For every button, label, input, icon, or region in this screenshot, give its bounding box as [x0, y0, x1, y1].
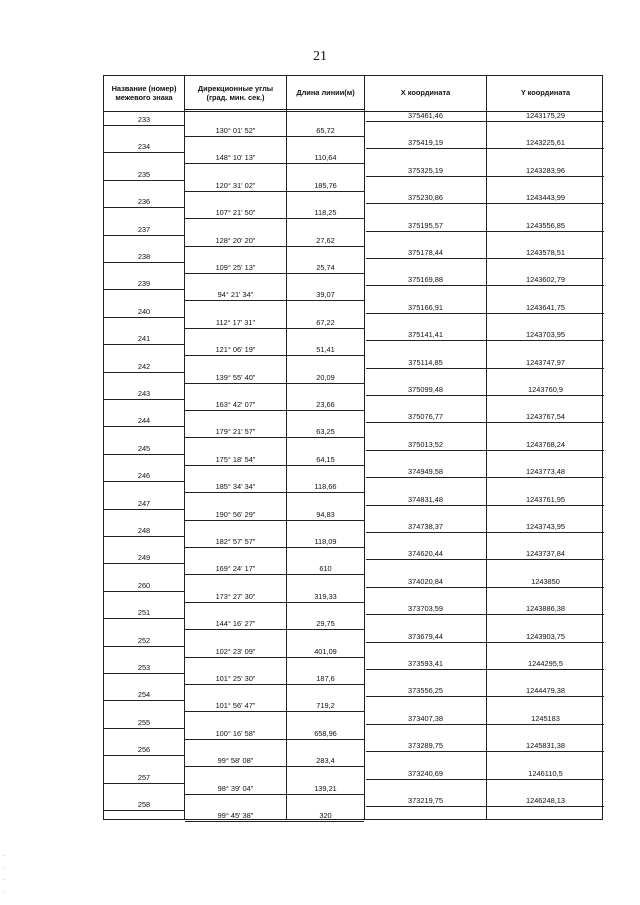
row-rule: [366, 477, 604, 478]
y-coordinate: 1243768,24: [525, 439, 566, 449]
line-length: 319,33: [314, 591, 337, 601]
point-name: 258: [137, 800, 151, 809]
line-length: 118,66: [314, 482, 337, 492]
row-rule: [185, 657, 364, 658]
y-coordinate: 1243602,79: [525, 275, 566, 285]
row-rule: [185, 300, 364, 301]
table-body: [104, 112, 602, 819]
y-coordinate: 1243850: [531, 576, 560, 586]
point-name: 255: [137, 717, 151, 727]
row-rule: [104, 646, 184, 647]
point-name: 248: [137, 526, 151, 535]
point-name: 245: [137, 443, 151, 453]
y-coordinate: 1243767,54: [525, 412, 566, 422]
row-rule: [366, 121, 604, 122]
direction-angle: 139° 55' 40": [215, 372, 256, 382]
x-coordinate: 375076,77: [408, 412, 443, 422]
point-name: 260: [137, 580, 151, 590]
y-coordinate: 1246110,5: [528, 768, 563, 778]
x-coordinate: 375325,19: [408, 165, 443, 175]
row-rule: [185, 629, 364, 630]
point-name: 239: [137, 279, 151, 289]
x-coordinate: 374949,58: [408, 467, 443, 477]
line-length: 658,96: [314, 728, 337, 738]
line-length: 39,07: [316, 290, 335, 300]
x-coordinate: 373219,75: [408, 796, 443, 805]
line-length: 110,64: [314, 153, 337, 163]
row-rule: [104, 180, 184, 181]
row-rule: [185, 191, 364, 192]
row-rule: [104, 563, 184, 564]
x-coordinate: 375166,91: [408, 302, 443, 312]
line-length: 27,62: [316, 235, 335, 245]
y-coordinate: 1243886,38: [525, 604, 566, 614]
coordinates-table: [103, 75, 603, 820]
row-rule: [104, 728, 184, 729]
header-angle: Дирекционные углы (град. мин. сек.): [197, 83, 274, 102]
line-length: 51,41: [316, 345, 335, 355]
line-length: 94,83: [316, 509, 335, 519]
row-rule: [104, 317, 184, 318]
line-length: 320: [319, 811, 332, 820]
row-rule: [366, 505, 604, 506]
row-rule: [185, 821, 364, 822]
point-name: 246: [137, 471, 151, 481]
row-rule: [366, 285, 604, 286]
line-length: 25,74: [316, 263, 335, 272]
row-rule: [185, 136, 364, 137]
y-coordinate: 1243747,97: [525, 357, 566, 367]
direction-angle: 185° 34' 34": [215, 482, 256, 492]
point-name: 251: [137, 608, 151, 618]
point-name: 235: [137, 169, 151, 179]
line-length: 118,25: [314, 208, 337, 218]
x-coordinate: 374738,37: [408, 522, 443, 531]
row-rule: [366, 696, 604, 697]
row-rule: [185, 163, 364, 164]
row-rule: [104, 536, 184, 537]
point-name: 254: [137, 690, 151, 700]
direction-angle: 109° 25' 13": [215, 263, 256, 272]
direction-angle: 173° 27' 30": [215, 591, 256, 601]
point-name: 247: [137, 498, 151, 508]
row-rule: [104, 783, 184, 784]
row-rule: [185, 383, 364, 384]
line-length: 401,09: [314, 646, 337, 656]
x-coordinate: 373407,38: [408, 713, 443, 723]
direction-angle: 190° 56' 29": [215, 509, 256, 519]
y-coordinate: 1243556,85: [525, 220, 566, 230]
row-rule: [185, 520, 364, 521]
x-coordinate: 375169,88: [408, 275, 443, 285]
row-rule: [185, 602, 364, 603]
y-coordinate: 1243175,29: [525, 111, 566, 120]
row-rule: [104, 372, 184, 373]
x-coordinate: 375013,52: [408, 439, 443, 449]
point-name: 237: [137, 224, 151, 234]
row-rule: [366, 779, 604, 780]
row-rule: [185, 109, 364, 110]
header-x: X координата: [400, 88, 451, 98]
direction-angle: 101° 25' 30": [215, 674, 256, 683]
line-length: 20,09: [316, 372, 335, 382]
row-rule: [366, 313, 604, 314]
row-rule: [104, 344, 184, 345]
row-rule: [104, 509, 184, 510]
line-length: 65,72: [316, 126, 335, 135]
point-name: 233: [137, 115, 151, 124]
row-rule: [366, 669, 604, 670]
point-name: 242: [137, 361, 151, 371]
row-rule: [104, 426, 184, 427]
row-rule: [366, 231, 604, 232]
row-rule: [185, 492, 364, 493]
header-y: Y координата: [520, 88, 571, 98]
row-rule: [104, 454, 184, 455]
margin-mark: ·: [3, 865, 5, 871]
direction-angle: 163° 42' 07": [215, 400, 256, 409]
row-rule: [185, 410, 364, 411]
row-rule: [185, 739, 364, 740]
y-coordinate: 1243283,96: [525, 165, 566, 175]
direction-angle: 101° 56' 47": [215, 701, 256, 711]
direction-angle: 144° 16' 27": [215, 619, 256, 629]
line-length: 283,4: [316, 756, 335, 766]
line-length: 139,21: [314, 783, 337, 793]
line-length: 185,76: [314, 180, 337, 190]
header-length: Длина линии(м): [296, 88, 355, 98]
margin-mark: ·: [3, 853, 5, 859]
row-rule: [104, 289, 184, 290]
x-coordinate: 373593,41: [408, 659, 443, 668]
x-coordinate: 375099,48: [408, 385, 443, 394]
point-name: 241: [137, 334, 151, 344]
row-rule: [104, 481, 184, 482]
y-coordinate: 1244479,38: [525, 686, 566, 696]
direction-angle: 130° 01' 52": [215, 126, 256, 135]
row-rule: [104, 618, 184, 619]
line-length: 29,75: [316, 619, 335, 629]
x-coordinate: 373289,75: [408, 741, 443, 751]
row-rule: [104, 399, 184, 400]
y-coordinate: 1245831,38: [525, 741, 566, 751]
y-coordinate: 1245183: [531, 713, 560, 723]
x-coordinate: 375419,19: [408, 138, 443, 148]
x-coordinate: 375141,41: [408, 330, 443, 340]
direction-angle: 148° 10' 13": [215, 153, 256, 163]
y-coordinate: 1243641,75: [525, 302, 566, 312]
row-rule: [104, 810, 184, 811]
row-rule: [104, 125, 184, 126]
y-coordinate: 1243578,51: [525, 248, 566, 257]
point-name: 238: [137, 252, 151, 261]
point-name: 236: [137, 197, 151, 207]
row-rule: [104, 235, 184, 236]
row-rule: [366, 368, 604, 369]
row-rule: [185, 355, 364, 356]
direction-angle: 182° 57' 57": [215, 537, 256, 546]
x-coordinate: 373556,25: [408, 686, 443, 696]
x-coordinate: 374620,44: [408, 549, 443, 559]
point-name: 240: [137, 306, 151, 316]
y-coordinate: 1243761,95: [525, 494, 566, 504]
row-rule: [366, 806, 604, 807]
row-rule: [104, 591, 184, 592]
point-name: 257: [137, 772, 151, 782]
direction-angle: 102° 23' 09": [215, 646, 256, 656]
line-length: 63,25: [316, 427, 335, 437]
line-length: 187,6: [316, 674, 335, 683]
y-coordinate: 1243225,61: [525, 138, 566, 148]
line-length: 118,09: [314, 537, 337, 546]
row-rule: [185, 218, 364, 219]
row-rule: [366, 450, 604, 451]
row-rule: [185, 547, 364, 548]
x-coordinate: 374020,84: [408, 576, 443, 586]
row-rule: [366, 614, 604, 615]
row-rule: [366, 559, 604, 560]
line-length: 610: [319, 564, 332, 574]
direction-angle: 179° 21' 57": [215, 427, 256, 437]
row-rule: [185, 328, 364, 329]
margin-mark: ·: [3, 877, 5, 883]
row-rule: [366, 340, 604, 341]
row-rule: [104, 755, 184, 756]
point-name: 249: [137, 553, 151, 563]
row-rule: [366, 422, 604, 423]
header-name: Название (номер) межевого знака: [111, 83, 177, 102]
direction-angle: 120° 31' 02": [215, 180, 256, 190]
x-coordinate: 375195,57: [408, 220, 443, 230]
y-coordinate: 1246248,13: [525, 796, 566, 805]
direction-angle: 175° 18' 54": [215, 454, 256, 464]
row-rule: [366, 642, 604, 643]
row-rule: [104, 700, 184, 701]
point-name: 243: [137, 389, 151, 398]
direction-angle: 99° 45' 38": [217, 811, 254, 820]
x-coordinate: 373240,69: [408, 768, 443, 778]
direction-angle: 121° 06' 19": [215, 345, 256, 355]
row-rule: [366, 258, 604, 259]
x-coordinate: 375461,46: [408, 111, 443, 120]
row-rule: [185, 246, 364, 247]
row-rule: [185, 273, 364, 274]
row-rule: [185, 437, 364, 438]
direction-angle: 112° 17' 31": [215, 317, 256, 327]
line-length: 23,66: [316, 400, 335, 409]
row-rule: [104, 673, 184, 674]
x-coordinate: 375114,85: [408, 357, 443, 367]
row-rule: [366, 395, 604, 396]
y-coordinate: 1243703,95: [525, 330, 566, 340]
row-rule: [104, 152, 184, 153]
direction-angle: 99° 58' 08": [217, 756, 254, 766]
row-rule: [104, 207, 184, 208]
y-coordinate: 1243737,84: [525, 549, 566, 559]
margin-mark: ·: [3, 889, 5, 895]
row-rule: [366, 587, 604, 588]
x-coordinate: 373703,59: [408, 604, 443, 614]
row-rule: [104, 262, 184, 263]
point-name: 252: [137, 635, 151, 645]
row-rule: [185, 684, 364, 685]
point-name: 244: [137, 416, 151, 426]
point-name: 253: [137, 663, 151, 672]
direction-angle: 94° 21' 34": [217, 290, 254, 300]
row-rule: [366, 751, 604, 752]
y-coordinate: 1243903,75: [525, 631, 566, 641]
x-coordinate: 375178,44: [408, 248, 443, 257]
direction-angle: 169° 24' 17": [215, 564, 256, 574]
y-coordinate: 1243773,48: [525, 467, 566, 477]
row-rule: [366, 532, 604, 533]
row-rule: [366, 203, 604, 204]
y-coordinate: 1243743,95: [525, 522, 566, 531]
y-coordinate: 1243760,9: [528, 385, 563, 394]
line-length: 67,22: [316, 317, 335, 327]
direction-angle: 100° 16' 58": [215, 728, 256, 738]
page-number: 21: [313, 49, 327, 64]
y-coordinate: 1244295,5: [528, 659, 563, 668]
direction-angle: 98° 39' 04": [217, 783, 254, 793]
line-length: 64,15: [316, 454, 335, 464]
y-coordinate: 1243443,99: [525, 193, 566, 203]
x-coordinate: 374831,48: [408, 494, 443, 504]
row-rule: [185, 794, 364, 795]
direction-angle: 128° 20' 20": [215, 235, 256, 245]
x-coordinate: 373679,44: [408, 631, 443, 641]
direction-angle: 107° 21' 50": [215, 208, 256, 218]
row-rule: [185, 574, 364, 575]
point-name: 256: [137, 745, 151, 755]
row-rule: [185, 766, 364, 767]
row-rule: [366, 176, 604, 177]
line-length: 719,2: [316, 701, 335, 711]
point-name: 234: [137, 142, 151, 152]
row-rule: [366, 148, 604, 149]
row-rule: [366, 724, 604, 725]
row-rule: [185, 711, 364, 712]
row-rule: [185, 465, 364, 466]
x-coordinate: 375230,86: [408, 193, 443, 203]
